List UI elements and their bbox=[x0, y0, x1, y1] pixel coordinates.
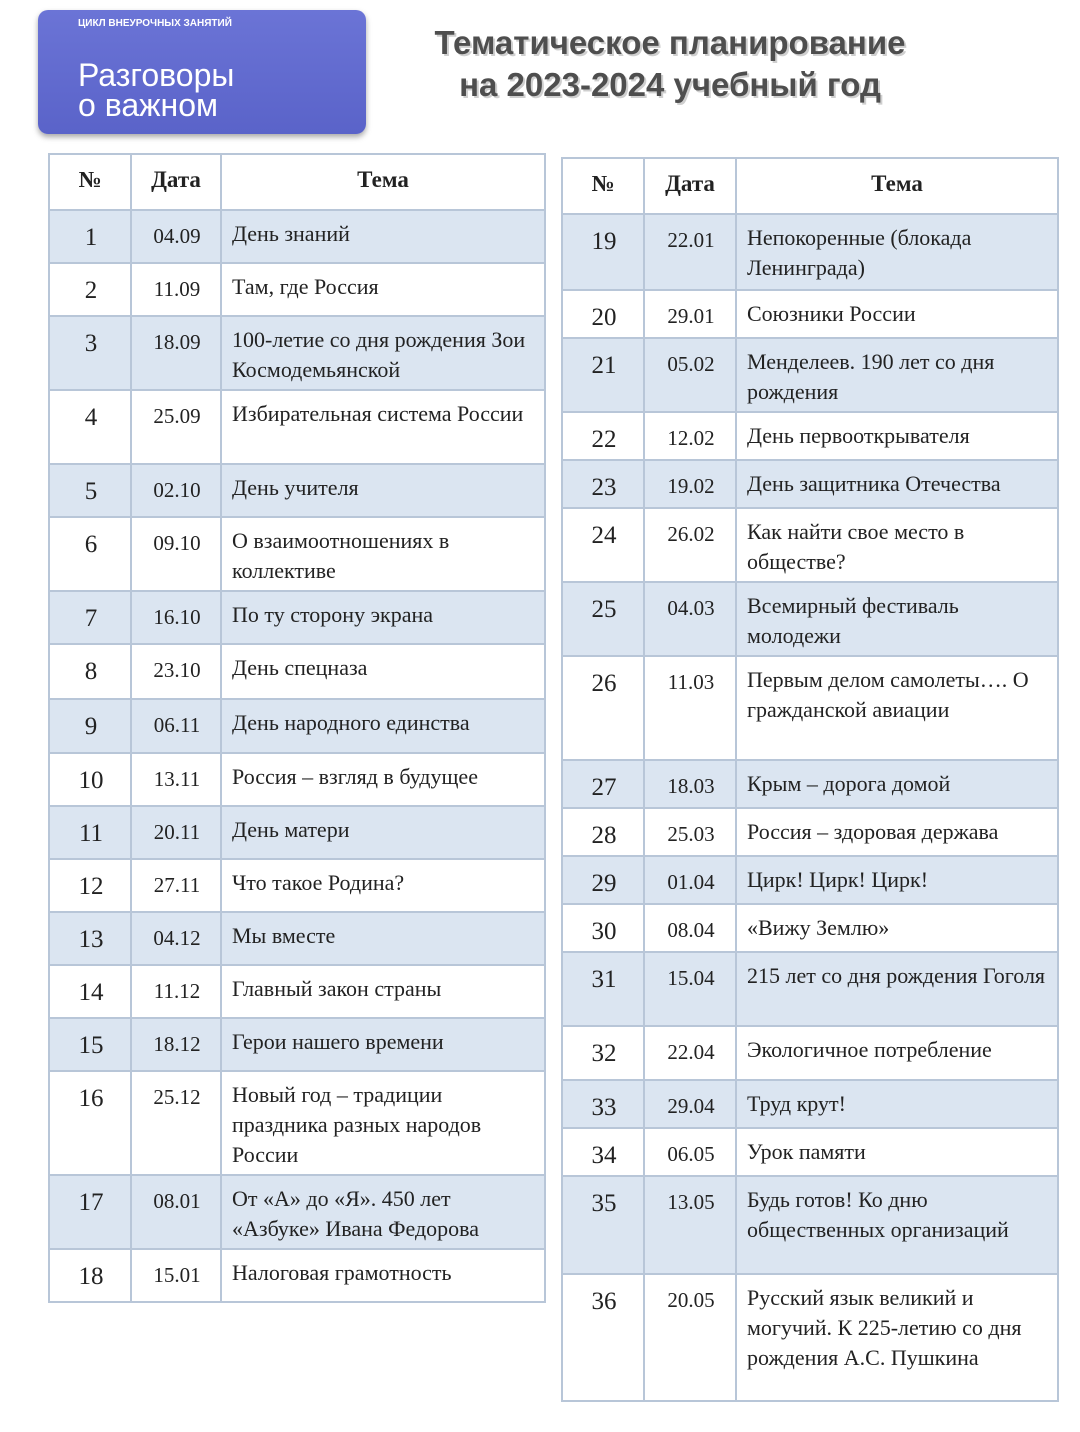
row-date: 18.12 bbox=[131, 1018, 221, 1071]
row-date: 06.11 bbox=[131, 699, 221, 753]
row-date: 01.04 bbox=[644, 856, 736, 904]
row-topic: День учителя bbox=[221, 464, 545, 517]
table-row bbox=[562, 1274, 1058, 1401]
column-header-topic: Тема bbox=[221, 154, 545, 210]
table-header-row bbox=[49, 154, 545, 210]
row-number: 18 bbox=[49, 1249, 131, 1302]
row-date: 22.04 bbox=[644, 1026, 736, 1080]
row-date: 13.05 bbox=[644, 1176, 736, 1274]
row-date: 04.03 bbox=[644, 582, 736, 656]
row-number: 1 bbox=[49, 210, 131, 263]
logo-title-line2: о важном bbox=[78, 87, 218, 123]
row-topic: Цирк! Цирк! Цирк! bbox=[736, 856, 1058, 904]
logo-small-text: ЦИКЛ ВНЕУРОЧНЫХ ЗАНЯТИЙ bbox=[78, 18, 232, 29]
row-topic: 215 лет со дня рождения Гоголя bbox=[736, 952, 1058, 1026]
row-date: 08.01 bbox=[131, 1175, 221, 1249]
row-number: 14 bbox=[49, 965, 131, 1018]
row-date: 16.10 bbox=[131, 591, 221, 644]
row-number: 27 bbox=[562, 760, 644, 808]
page-title-line1: Тематическое планирование bbox=[434, 24, 906, 61]
row-topic: «Вижу Землю» bbox=[736, 904, 1058, 952]
row-number: 4 bbox=[49, 390, 131, 464]
row-topic: Союзники России bbox=[736, 290, 1058, 338]
table-row bbox=[562, 338, 1058, 412]
table-row bbox=[49, 316, 545, 390]
schedule-table-right-body bbox=[562, 214, 1058, 1401]
row-topic: День спецназа bbox=[221, 644, 545, 699]
table-row bbox=[562, 460, 1058, 508]
row-number: 24 bbox=[562, 508, 644, 582]
row-date: 08.04 bbox=[644, 904, 736, 952]
logo-badge bbox=[38, 10, 366, 134]
row-topic: Главный закон страны bbox=[221, 965, 545, 1018]
table-row bbox=[49, 591, 545, 644]
table-row bbox=[49, 806, 545, 859]
row-number: 16 bbox=[49, 1071, 131, 1175]
table-row bbox=[562, 656, 1058, 760]
row-date: 15.01 bbox=[131, 1249, 221, 1302]
row-number: 17 bbox=[49, 1175, 131, 1249]
row-date: 11.09 bbox=[131, 263, 221, 316]
row-number: 7 bbox=[49, 591, 131, 644]
table-row bbox=[49, 1175, 545, 1249]
row-topic: Русский язык великий и могучий. К 225-летию со дня рождения А.С. Пушкина bbox=[736, 1274, 1058, 1401]
row-number: 10 bbox=[49, 753, 131, 806]
logo-title bbox=[78, 57, 358, 123]
row-topic: О взаимоотношениях в коллективе bbox=[221, 517, 545, 591]
row-topic: Новый год – традиции праздника разных народов России bbox=[221, 1071, 545, 1175]
row-date: 09.10 bbox=[131, 517, 221, 591]
row-number: 2 bbox=[49, 263, 131, 316]
row-topic: День народного единства bbox=[221, 699, 545, 753]
table-row bbox=[49, 390, 545, 464]
row-topic: Налоговая грамотность bbox=[221, 1249, 545, 1302]
row-number: 25 bbox=[562, 582, 644, 656]
row-date: 18.03 bbox=[644, 760, 736, 808]
row-topic: Будь готов! Ко дню общественных организаций bbox=[736, 1176, 1058, 1274]
table-row bbox=[562, 412, 1058, 460]
row-number: 36 bbox=[562, 1274, 644, 1401]
row-topic: Герои нашего времени bbox=[221, 1018, 545, 1071]
table-row bbox=[49, 517, 545, 591]
row-number: 30 bbox=[562, 904, 644, 952]
table-row bbox=[562, 1026, 1058, 1080]
column-header-date: Дата bbox=[644, 158, 736, 214]
page-title bbox=[390, 22, 950, 106]
column-header-date: Дата bbox=[131, 154, 221, 210]
row-topic: Что такое Родина? bbox=[221, 859, 545, 912]
row-date: 05.02 bbox=[644, 338, 736, 412]
schedule-table-left bbox=[48, 153, 546, 1303]
table-row bbox=[49, 464, 545, 517]
table-row bbox=[49, 210, 545, 263]
row-topic: Экологичное потребление bbox=[736, 1026, 1058, 1080]
table-row bbox=[49, 1018, 545, 1071]
table-row bbox=[562, 508, 1058, 582]
row-date: 12.02 bbox=[644, 412, 736, 460]
table-row bbox=[562, 290, 1058, 338]
row-date: 11.03 bbox=[644, 656, 736, 760]
row-number: 31 bbox=[562, 952, 644, 1026]
row-number: 20 bbox=[562, 290, 644, 338]
table-row bbox=[49, 1071, 545, 1175]
row-number: 34 bbox=[562, 1128, 644, 1176]
row-number: 21 bbox=[562, 338, 644, 412]
row-number: 12 bbox=[49, 859, 131, 912]
table-row bbox=[562, 808, 1058, 856]
row-number: 8 bbox=[49, 644, 131, 699]
row-date: 19.02 bbox=[644, 460, 736, 508]
logo-title-line1: Разговоры bbox=[78, 57, 235, 93]
row-number: 28 bbox=[562, 808, 644, 856]
table-row bbox=[562, 904, 1058, 952]
row-topic: Урок памяти bbox=[736, 1128, 1058, 1176]
row-date: 27.11 bbox=[131, 859, 221, 912]
schedule-table-left-wrap bbox=[48, 153, 546, 1303]
row-topic: По ту сторону экрана bbox=[221, 591, 545, 644]
schedule-table-right-wrap bbox=[561, 157, 1059, 1402]
row-number: 5 bbox=[49, 464, 131, 517]
table-row bbox=[562, 582, 1058, 656]
row-topic: 100-летие со дня рождения Зои Космодемьянской bbox=[221, 316, 545, 390]
row-date: 04.09 bbox=[131, 210, 221, 263]
table-row bbox=[562, 856, 1058, 904]
table-row bbox=[49, 859, 545, 912]
row-date: 04.12 bbox=[131, 912, 221, 965]
schedule-table-left-body bbox=[49, 210, 545, 1302]
row-number: 23 bbox=[562, 460, 644, 508]
table-row bbox=[562, 1128, 1058, 1176]
row-topic: Избирательная система России bbox=[221, 390, 545, 464]
row-number: 13 bbox=[49, 912, 131, 965]
row-date: 29.04 bbox=[644, 1080, 736, 1128]
row-topic: Россия – здоровая держава bbox=[736, 808, 1058, 856]
row-number: 19 bbox=[562, 214, 644, 290]
row-date: 15.04 bbox=[644, 952, 736, 1026]
row-topic: Как найти свое место в обществе? bbox=[736, 508, 1058, 582]
row-date: 02.10 bbox=[131, 464, 221, 517]
row-topic: Первым делом самолеты…. О гражданской авиации bbox=[736, 656, 1058, 760]
column-header-topic: Тема bbox=[736, 158, 1058, 214]
row-topic: Там, где Россия bbox=[221, 263, 545, 316]
row-date: 18.09 bbox=[131, 316, 221, 390]
table-row bbox=[49, 912, 545, 965]
row-number: 6 bbox=[49, 517, 131, 591]
column-header-num: № bbox=[562, 158, 644, 214]
table-row bbox=[49, 965, 545, 1018]
row-topic: Мы вместе bbox=[221, 912, 545, 965]
row-date: 25.03 bbox=[644, 808, 736, 856]
row-date: 20.11 bbox=[131, 806, 221, 859]
row-topic: Крым – дорога домой bbox=[736, 760, 1058, 808]
table-row bbox=[49, 644, 545, 699]
table-row bbox=[49, 263, 545, 316]
page-title-line2: на 2023-2024 учебный год bbox=[459, 66, 881, 103]
row-number: 22 bbox=[562, 412, 644, 460]
row-date: 06.05 bbox=[644, 1128, 736, 1176]
row-date: 13.11 bbox=[131, 753, 221, 806]
row-date: 20.05 bbox=[644, 1274, 736, 1401]
row-topic: День матери bbox=[221, 806, 545, 859]
row-topic: Менделеев. 190 лет со дня рождения bbox=[736, 338, 1058, 412]
row-date: 26.02 bbox=[644, 508, 736, 582]
row-date: 22.01 bbox=[644, 214, 736, 290]
row-topic: День знаний bbox=[221, 210, 545, 263]
row-number: 11 bbox=[49, 806, 131, 859]
row-topic: День защитника Отечества bbox=[736, 460, 1058, 508]
table-row bbox=[562, 952, 1058, 1026]
row-number: 26 bbox=[562, 656, 644, 760]
row-number: 33 bbox=[562, 1080, 644, 1128]
row-date: 29.01 bbox=[644, 290, 736, 338]
row-number: 9 bbox=[49, 699, 131, 753]
row-topic: Непокоренные (блокада Ленинграда) bbox=[736, 214, 1058, 290]
column-header-num: № bbox=[49, 154, 131, 210]
row-date: 25.09 bbox=[131, 390, 221, 464]
row-topic: От «А» до «Я». 450 лет «Азбуке» Ивана Федорова bbox=[221, 1175, 545, 1249]
row-date: 11.12 bbox=[131, 965, 221, 1018]
schedule-table-right bbox=[561, 157, 1059, 1402]
row-number: 32 bbox=[562, 1026, 644, 1080]
row-topic: Россия – взгляд в будущее bbox=[221, 753, 545, 806]
row-number: 3 bbox=[49, 316, 131, 390]
row-date: 25.12 bbox=[131, 1071, 221, 1175]
row-date: 23.10 bbox=[131, 644, 221, 699]
row-topic: Всемирный фестиваль молодежи bbox=[736, 582, 1058, 656]
table-header-row bbox=[562, 158, 1058, 214]
table-row bbox=[49, 699, 545, 753]
row-number: 35 bbox=[562, 1176, 644, 1274]
row-topic: День первооткрывателя bbox=[736, 412, 1058, 460]
table-row bbox=[562, 214, 1058, 290]
row-number: 15 bbox=[49, 1018, 131, 1071]
table-row bbox=[49, 753, 545, 806]
row-topic: Труд крут! bbox=[736, 1080, 1058, 1128]
table-row bbox=[49, 1249, 545, 1302]
table-row bbox=[562, 1176, 1058, 1274]
row-number: 29 bbox=[562, 856, 644, 904]
table-row bbox=[562, 760, 1058, 808]
table-row bbox=[562, 1080, 1058, 1128]
